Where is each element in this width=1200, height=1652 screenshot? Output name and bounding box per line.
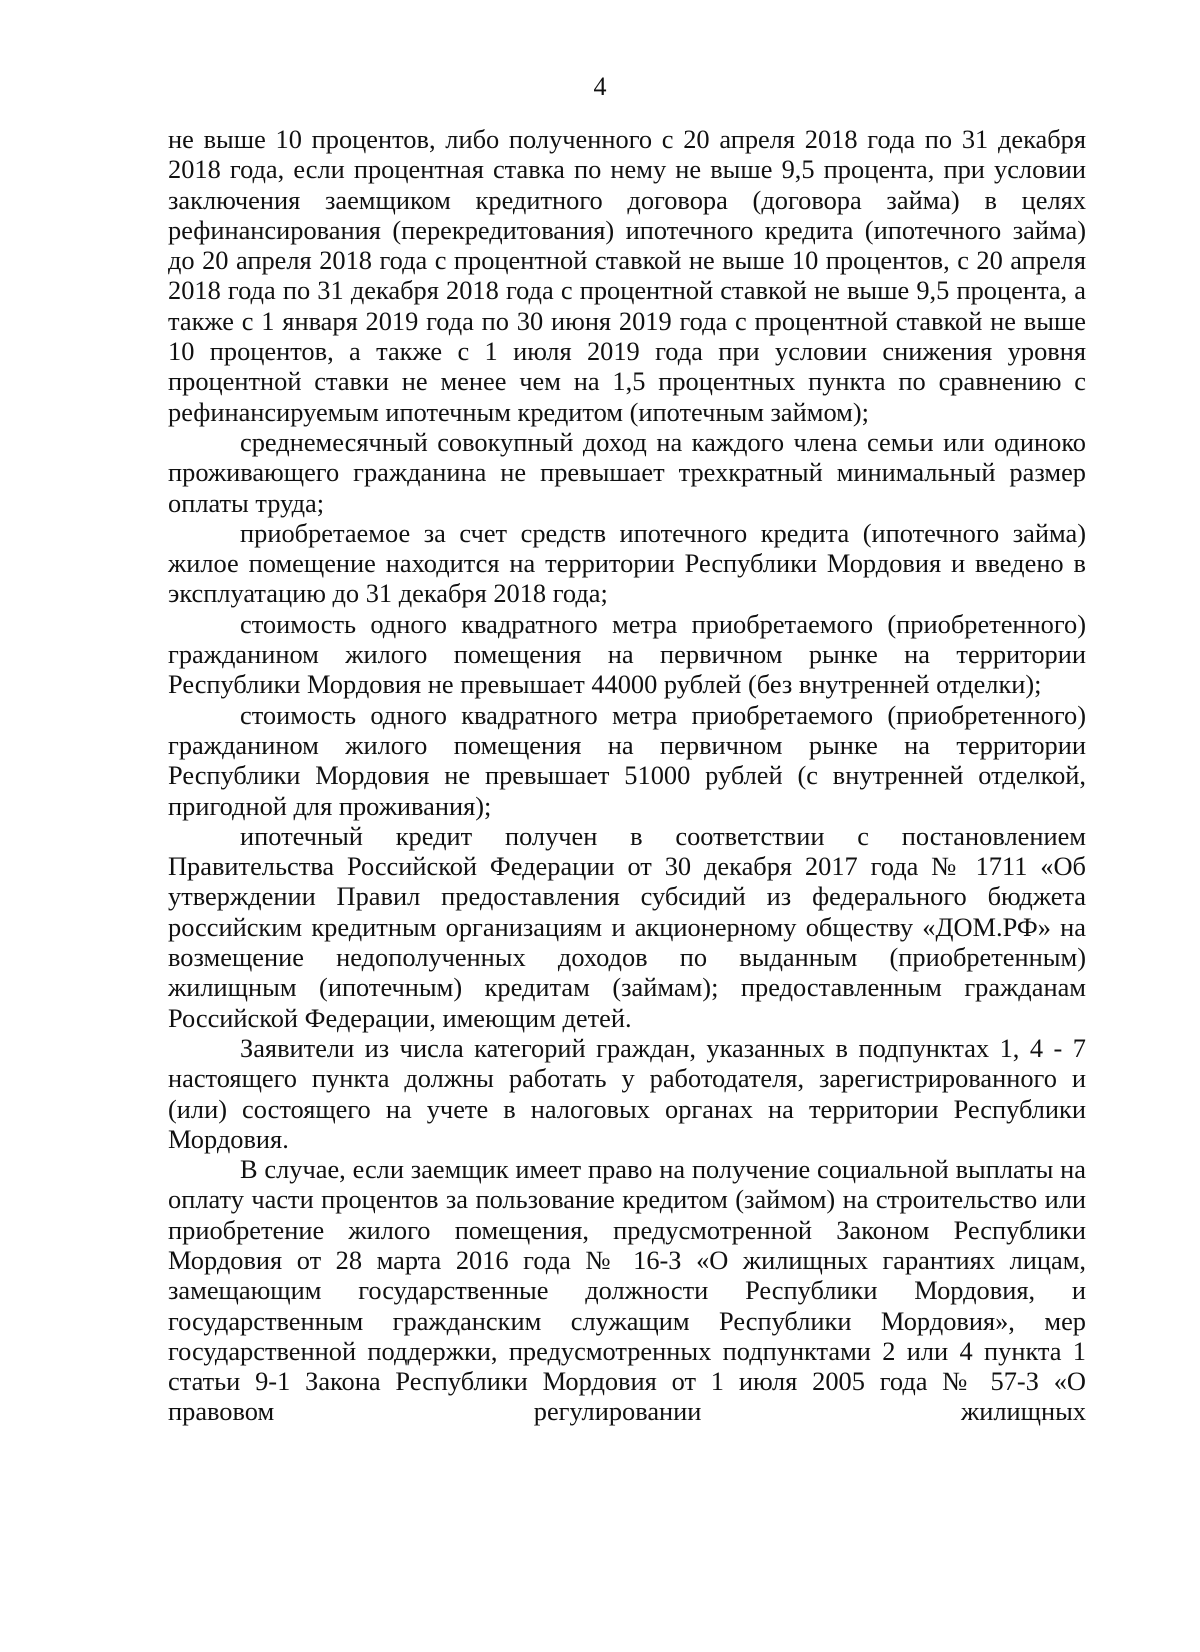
paragraph-applicants-employment: Заявители из числа категорий граждан, указанных в подпунктах 1, 4 - 7 настоящего пункта должны работать у работодателя, зарегистрированного и (или) состоящего на учете в налоговых органах на территории Республики Мордовия. [168,1032,1086,1154]
paragraph-price-with-finish: стоимость одного квадратного метра приобретаемого (приобретенного) гражданином жилого помещения на первичном рынке на территории Республики Мордовия не превышает 51000 рублей (с внутренней отделкой, пригодной для проживания); [168,699,1086,821]
paragraph-continuation: не выше 10 процентов, либо полученного с 20 апреля 2018 года по 31 декабря 2018 года, если процентная ставка по нему не выше 9,5 процента, при условии заключения заемщиком кредитного договора (договора займа) в целях рефинансирования (перекредитования) ипотечного кредита (ипотечного займа) до 20 апреля 2018 года с процентной ставкой не выше 10 процентов, с 20 апреля 2018 года по 31 декабря 2018 года с процентной ставкой не выше 9,5 процента, а также с 1 января 2019 года по 30 июня 2019 года с процентной ставкой не выше 10 процентов, а также с 1 июля 2019 года при условии снижения уровня процентной ставки не менее чем на 1,5 процентных пункта по сравнению с рефинансируемым ипотечным кредитом (ипотечным займом); [168,124,1086,427]
paragraph-social-payment: В случае, если заемщик имеет право на получение социальной выплаты на оплату части процентов за пользование кредитом (займом) на строительство или приобретение жилого помещения, предусмотренной Законом Республики Мордовия от 28 марта 2016 года № 16-З «О жилищных гарантиях лицам, замещающим государственные должности Республики Мордовия, и государственным гражданским служащим Республики Мордовия», мер государственной поддержки, предусмотренных подпунктами 2 или 4 пункта 1 статьи 9-1 Закона Республики Мордовия от 1 июля 2005 года № 57-З «О правовом регулировании жилищных [168,1154,1086,1427]
page-number: 4 [593,72,607,101]
paragraph-income-condition: среднемесячный совокупный доход на каждого члена семьи или одиноко проживающего гражданина не превышает трехкратный минимальный размер оплаты труда; [168,426,1086,518]
paragraph-government-decree: ипотечный кредит получен в соответствии с постановлением Правительства Российской Федерации от 30 декабря 2017 года № 1711 «Об утверждении Правил предоставления субсидий из федерального бюджета российским кредитным организациям и акционерному обществу «ДОМ.РФ» на возмещение недополученных доходов по выданным (приобретенным) жилищным (ипотечным) кредитам (займам); предоставленным гражданам Российской Федерации, имеющим детей. [168,820,1086,1033]
document-body [168,124,1086,1427]
paragraph-property-location: приобретаемое за счет средств ипотечного кредита (ипотечного займа) жилое помещение находится на территории Республики Мордовия и введено в эксплуатацию до 31 декабря 2018 года; [168,517,1086,609]
paragraph-price-without-finish: стоимость одного квадратного метра приобретаемого (приобретенного) гражданином жилого помещения на первичном рынке на территории Республики Мордовия не превышает 44000 рублей (без внутренней отделки); [168,608,1086,700]
